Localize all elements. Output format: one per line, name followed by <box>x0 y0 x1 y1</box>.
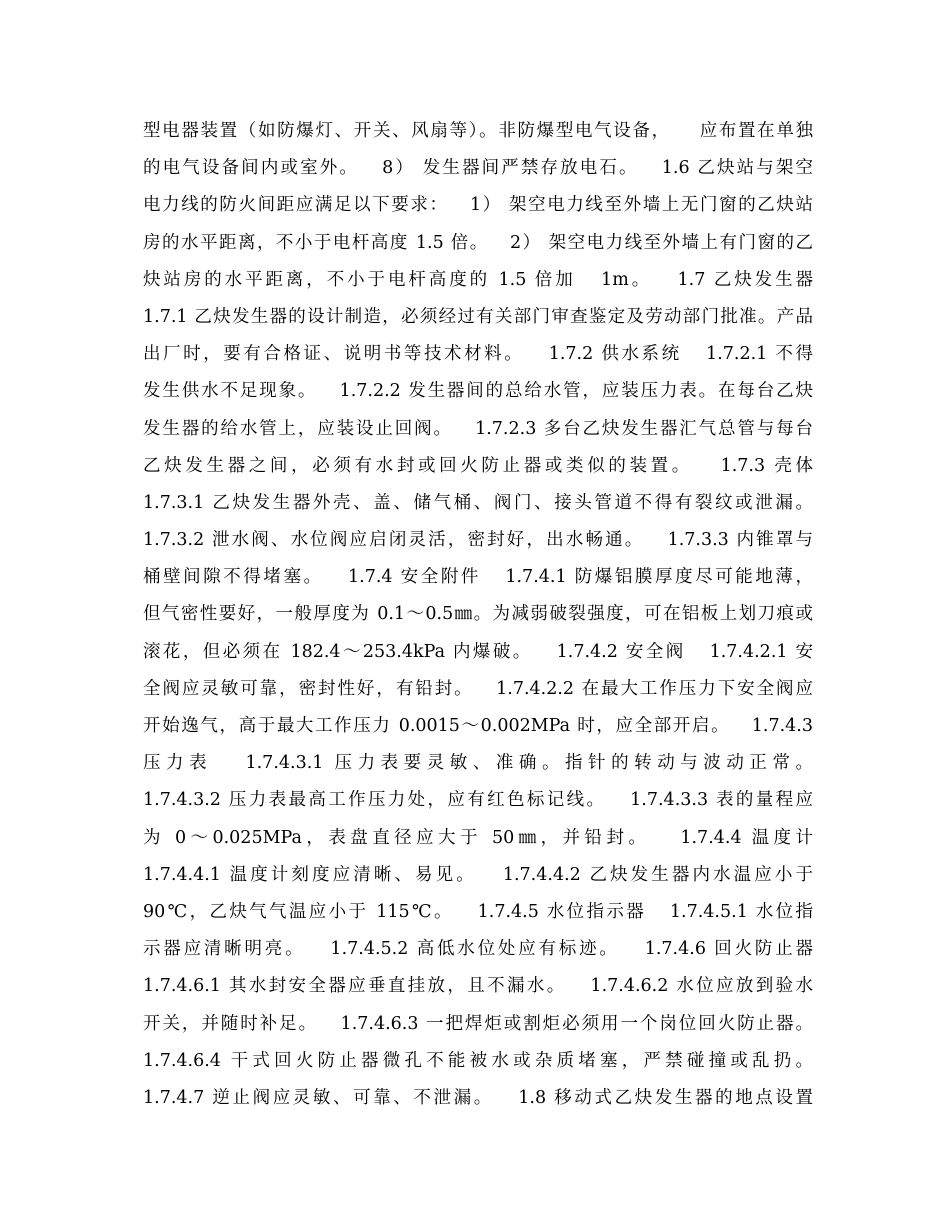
text-line: 1.7.4.6.1 其水封安全器应垂直挂放，且不漏水。 1.7.4.6.2 水位应放到验水 <box>143 976 813 997</box>
text-line: 出厂时，要有合格证、说明书等技术材料。 1.7.2 供水系统 1.7.2.1 不得 <box>143 344 813 365</box>
text-line: 压力表 1.7.4.3.1 压力表要灵敏、准确。指针的转动与波动正常。 <box>143 753 813 774</box>
text-line: 全阀应灵敏可靠，密封性好，有铅封。 1.7.4.2.2 在最大工作压力下安全阀应 <box>143 678 813 699</box>
text-line: 的电气设备间内或室外。 8） 发生器间严禁存放电石。 1.6 乙炔站与架空 <box>143 158 813 179</box>
text-line: 型电器装置（如防爆灯、开关、风扇等）。非防爆型电气设备， 应布置在单独 <box>143 121 813 141</box>
text-line: 但气密性要好，一般厚度为 0.1～0.5㎜。为减弱破裂强度，可在铝板上划刀痕或 <box>143 604 813 625</box>
text-line: 房的水平距离，不小于电杆高度 1.5 倍。 2） 架空电力线至外墙上有门窗的乙 <box>143 232 813 253</box>
text-line: 炔站房的水平距离，不小于电杆高度的 1.5 倍加 1m。 1.7 乙炔发生器 <box>143 269 813 290</box>
text-line: 1.7.3.2 泄水阀、水位阀应启闭灵活，密封好，出水畅通。 1.7.3.3 内锥罩与 <box>143 530 813 551</box>
text-line: 1.7.3.1 乙炔发生器外壳、盖、储气桶、阀门、接头管道不得有裂纹或泄漏。 <box>143 492 813 513</box>
text-line: 1.7.4.6.4 干式回火防止器微孔不能被水或杂质堵塞，严禁碰撞或乱扔。 <box>143 1050 813 1071</box>
text-line: 为 0～0.025MPa，表盘直径应大于 50㎜，并铅封。 1.7.4.4 温度计 <box>143 827 813 848</box>
text-line: 开始逸气，高于最大工作压力 0.0015～0.002MPa 时，应全部开启。 1.7.4.3 <box>143 716 813 736</box>
text-line: 桶壁间隙不得堵塞。 1.7.4 安全附件 1.7.4.1 防爆铝膜厚度尽可能地薄， <box>143 567 813 588</box>
text-line: 1.7.4.7 逆止阀应灵敏、可靠、不泄漏。 1.8 移动式乙炔发生器的地点设置 <box>143 1087 813 1108</box>
text-line: 开关，并随时补足。 1.7.4.6.3 一把焊炬或割炬必须用一个岗位回火防止器。 <box>143 1013 813 1034</box>
text-line: 示器应清晰明亮。 1.7.4.5.2 高低水位处应有标迹。 1.7.4.6 回火防止器 <box>143 939 813 960</box>
text-line: 1.7.4.4.1 温度计刻度应清晰、易见。 1.7.4.4.2 乙炔发生器内水温应小于 <box>143 864 813 885</box>
text-line: 滚花，但必须在 182.4～253.4kPa 内爆破。 1.7.4.2 安全阀 1.7.4.2.1 安 <box>143 641 813 662</box>
text-line: 1.7.1 乙炔发生器的设计制造，必须经过有关部门审查鉴定及劳动部门批准。产品 <box>143 306 813 327</box>
text-line: 1.7.4.3.2 压力表最高工作压力处，应有红色标记线。 1.7.4.3.3 表的量程应 <box>143 790 813 811</box>
body-text <box>143 113 813 1117</box>
text-line: 90℃，乙炔气气温应小于 115℃。 1.7.4.5 水位指示器 1.7.4.5.1 水位指 <box>143 901 813 922</box>
text-line: 乙炔发生器之间，必须有水封或回火防止器或类似的装置。 1.7.3 壳体 <box>143 455 813 476</box>
text-line: 发生器的给水管上，应装设止回阀。 1.7.2.3 多台乙炔发生器汇气总管与每台 <box>143 418 813 439</box>
text-line: 电力线的防火间距应满足以下要求： 1） 架空电力线至外墙上无门窗的乙炔站 <box>143 195 813 216</box>
text-line: 发生供水不足现象。 1.7.2.2 发生器间的总给水管，应装压力表。在每台乙炔 <box>143 381 813 402</box>
